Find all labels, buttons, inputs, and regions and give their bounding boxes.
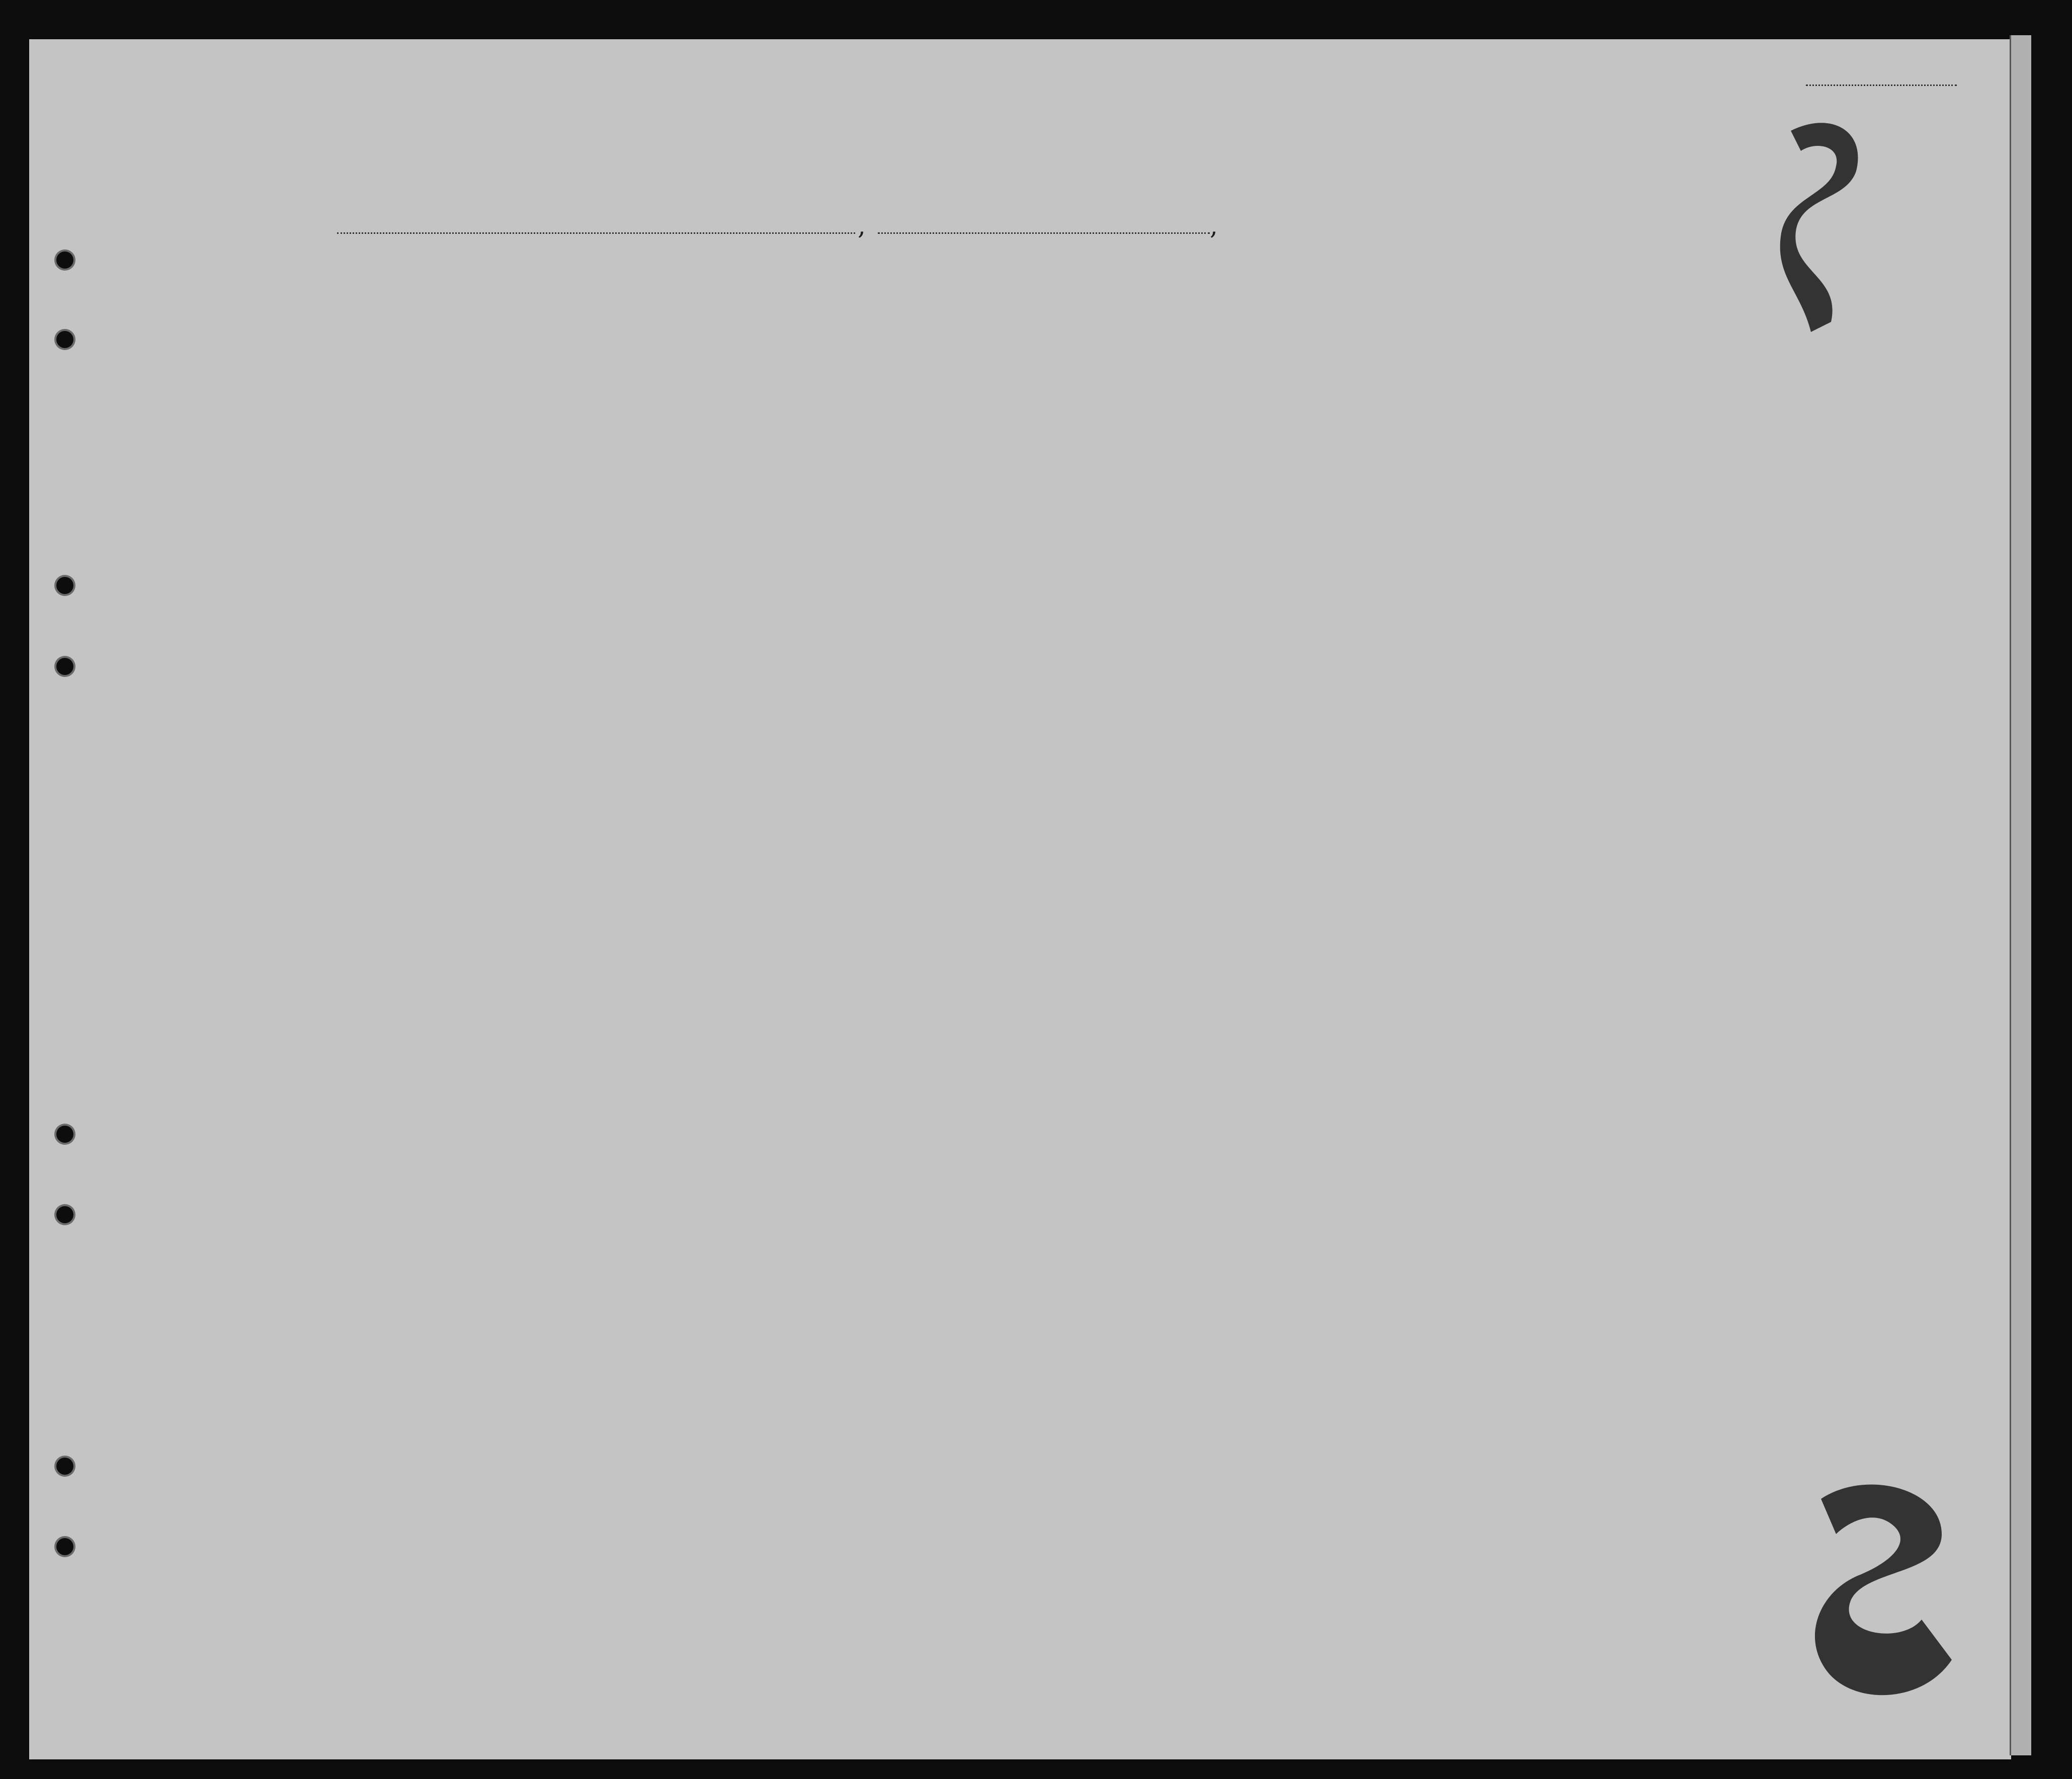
ink-stamp-icon — [1771, 111, 1871, 337]
ink-stamp-icon — [1791, 1469, 1972, 1710]
comma: , — [858, 211, 866, 240]
comma: , — [1210, 211, 1218, 240]
